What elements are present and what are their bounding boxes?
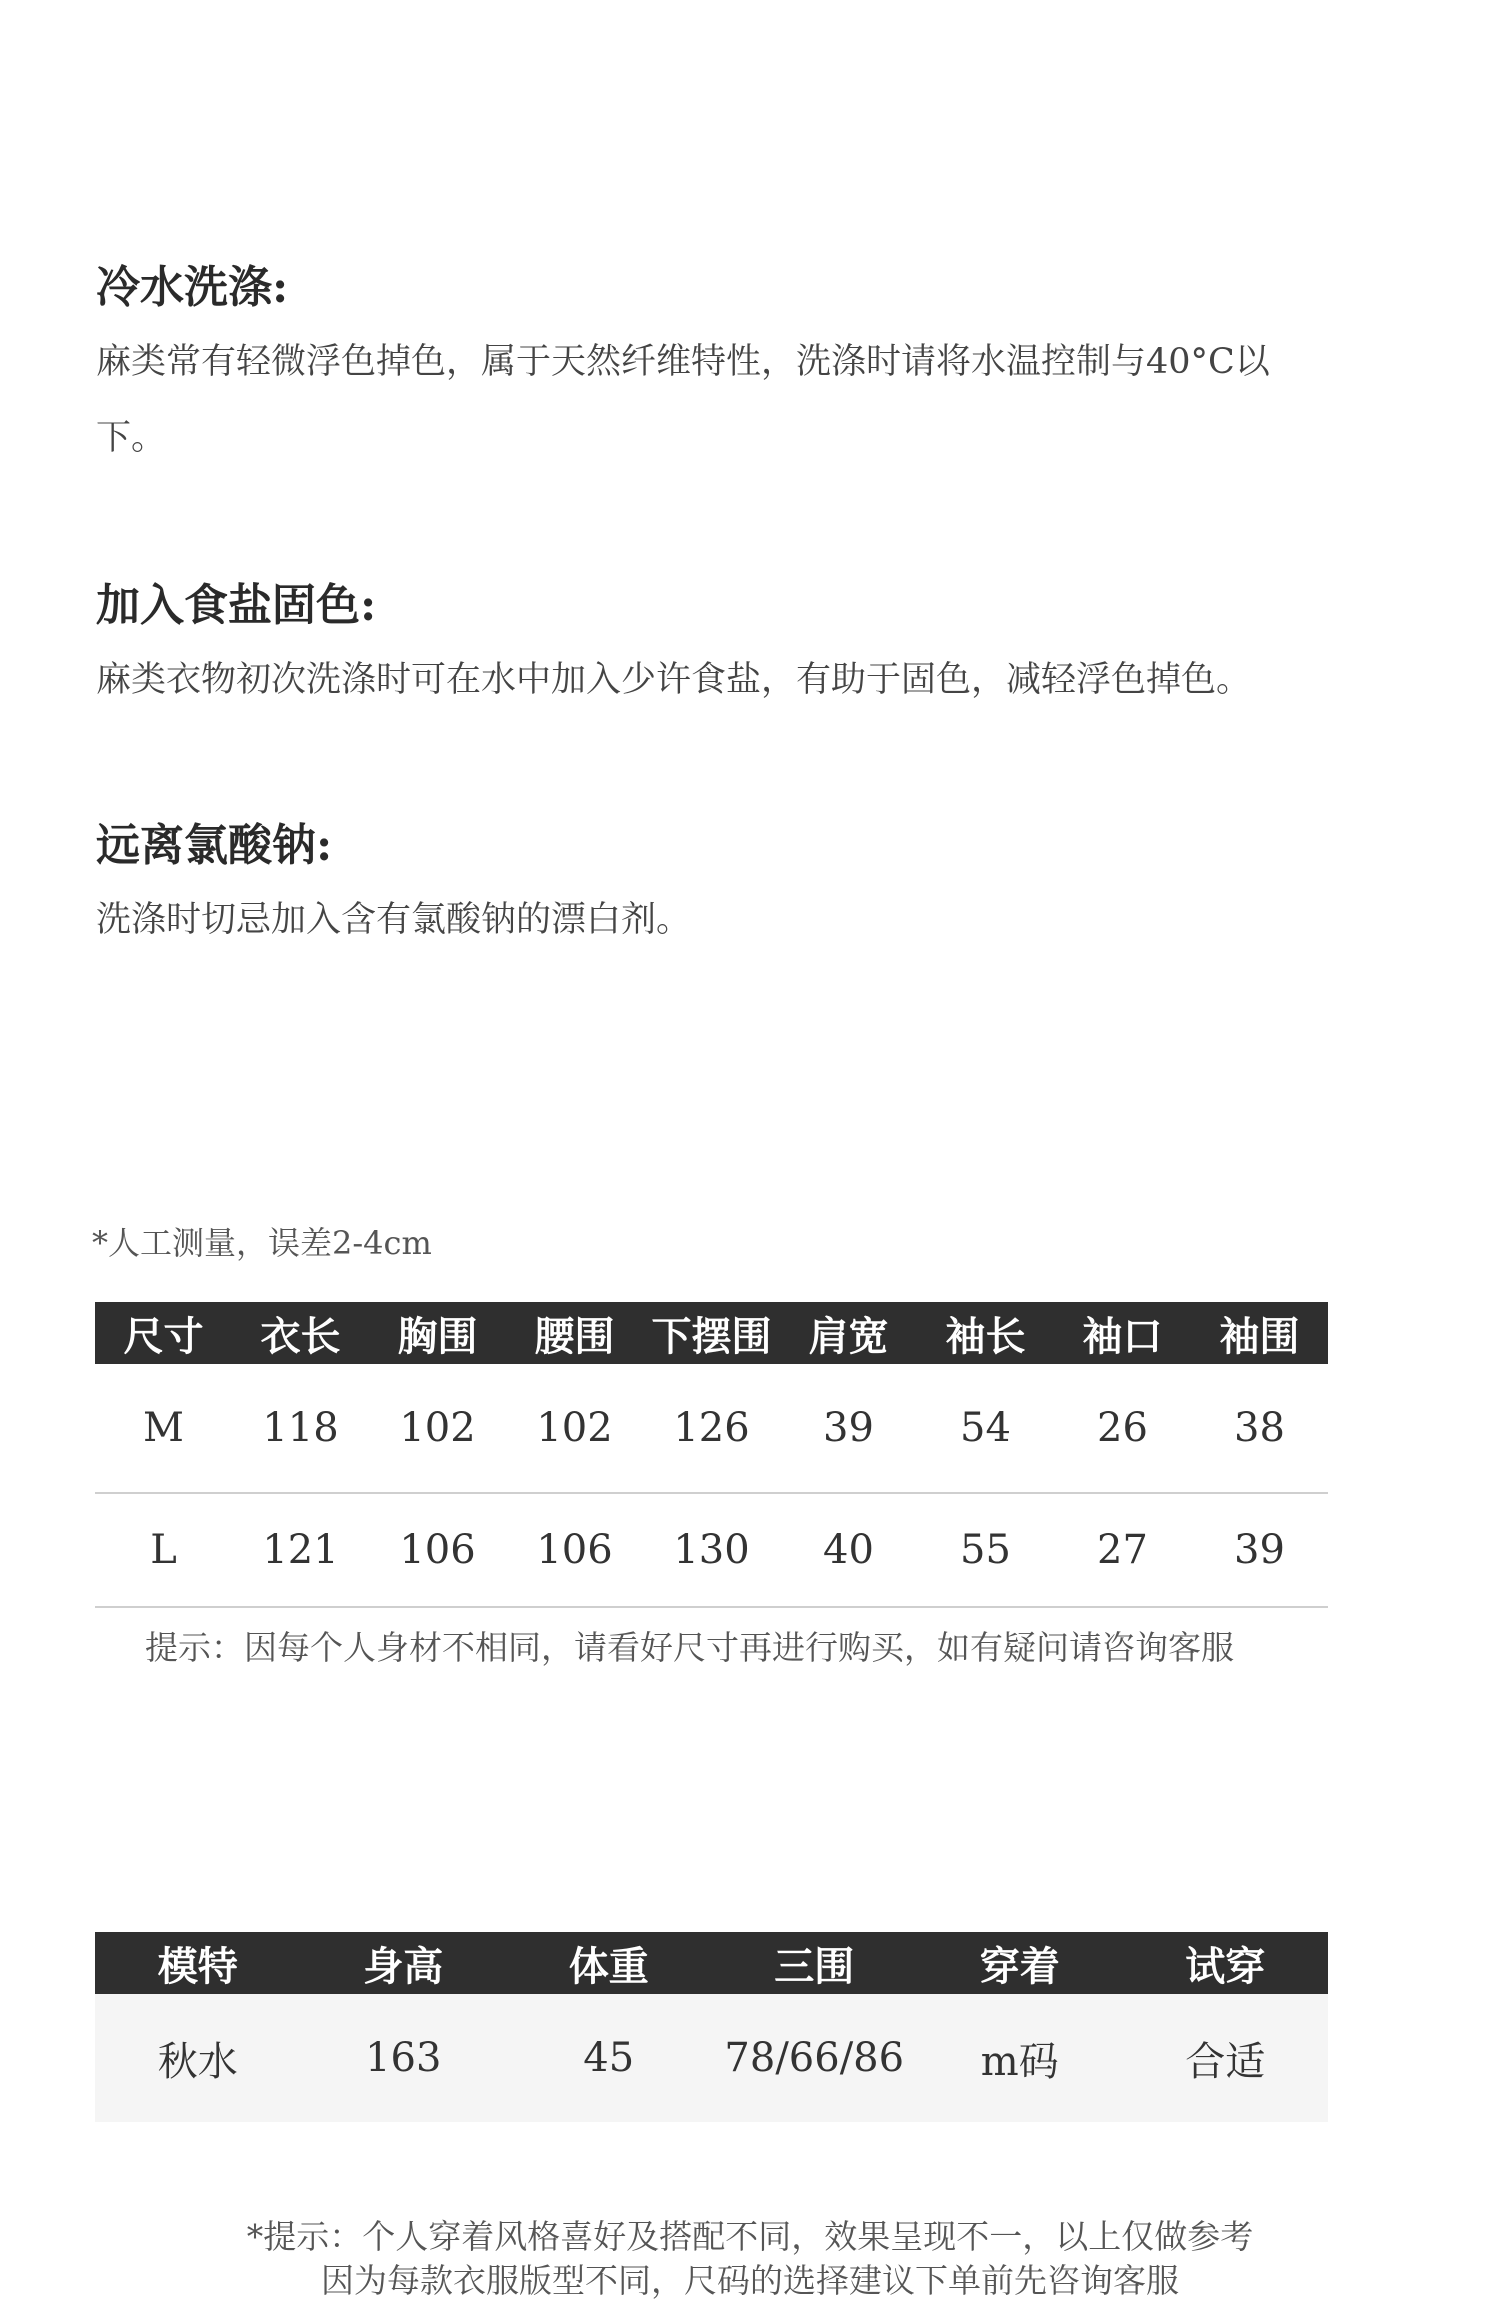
table-cell: 39	[1191, 1493, 1328, 1607]
table-cell: 102	[506, 1364, 643, 1493]
table-cell: L	[95, 1493, 232, 1607]
header-cell: 三围	[774, 1942, 855, 1990]
care-title: 冷水洗涤:	[96, 262, 289, 313]
table-cell: 39	[780, 1364, 917, 1493]
header-cell: 腰围	[534, 1312, 615, 1360]
care-section-bleach	[96, 816, 1336, 958]
table-cell: 秋水	[95, 1994, 301, 2122]
header-cell: 体重	[568, 1942, 649, 1990]
care-body: 麻类常有轻微浮色掉色，属于天然纤维特性，洗涤时请将水温控制与40°C以下。	[96, 342, 1270, 458]
table-cell: 38	[1191, 1364, 1328, 1493]
header-cell: 袖口	[1082, 1312, 1163, 1360]
table-cell: 106	[506, 1493, 643, 1607]
table-cell: 40	[780, 1493, 917, 1607]
measurement-note: *人工测量，误差2-4cm	[92, 1224, 432, 1262]
table-cell: 78/66/86	[712, 1994, 918, 2122]
header-cell: 试穿	[1185, 1942, 1266, 1990]
table-cell: 163	[301, 1994, 507, 2122]
header-cell: 胸围	[397, 1312, 478, 1360]
bottom-tip	[0, 2215, 1500, 2303]
table-cell: 26	[1054, 1364, 1191, 1493]
header-cell: 袖围	[1219, 1312, 1300, 1360]
model-table	[95, 1932, 1328, 2122]
table-row	[95, 1493, 1328, 1607]
header-cell: 穿着	[979, 1942, 1060, 1990]
care-title: 加入食盐固色:	[96, 580, 377, 631]
table-row	[95, 1364, 1328, 1493]
care-body: 麻类衣物初次洗涤时可在水中加入少许食盐，有助于固色，减轻浮色掉色。	[96, 660, 1252, 700]
table-cell: m码	[917, 1994, 1123, 2122]
table-cell: 合适	[1123, 1994, 1329, 2122]
bottom-tip-line: *提示：个人穿着风格喜好及搭配不同，效果呈现不一，以上仅做参考	[246, 2217, 1254, 2256]
size-tip: 提示：因每个人身材不相同，请看好尺寸再进行购买，如有疑问请咨询客服	[145, 1628, 1234, 1667]
table-cell: 54	[917, 1364, 1054, 1493]
header-cell: 模特	[157, 1942, 238, 1990]
table-cell: 27	[1054, 1493, 1191, 1607]
table-cell: 55	[917, 1493, 1054, 1607]
header-cell: 下摆围	[651, 1312, 772, 1360]
care-section-cold-wash	[96, 258, 1336, 476]
size-table-header	[95, 1302, 1328, 1364]
model-table-header	[95, 1932, 1328, 1994]
table-cell: 106	[369, 1493, 506, 1607]
header-cell: 尺寸	[123, 1312, 204, 1360]
table-row	[95, 1994, 1328, 2122]
table-cell: 121	[232, 1493, 369, 1607]
table-cell: 102	[369, 1364, 506, 1493]
care-section-salt	[96, 576, 1336, 718]
bottom-tip-line: 因为每款衣服版型不同，尺码的选择建议下单前先咨询客服	[321, 2261, 1179, 2300]
header-cell: 衣长	[260, 1312, 341, 1360]
table-cell: 45	[506, 1994, 712, 2122]
table-cell: 130	[643, 1493, 780, 1607]
care-title: 远离氯酸钠:	[96, 820, 333, 871]
care-body: 洗涤时切忌加入含有氯酸钠的漂白剂。	[96, 900, 692, 940]
table-cell: 118	[232, 1364, 369, 1493]
header-cell: 身高	[363, 1942, 444, 1990]
size-table	[95, 1302, 1328, 1608]
header-cell: 肩宽	[808, 1312, 889, 1360]
header-cell: 袖长	[945, 1312, 1026, 1360]
table-cell: 126	[643, 1364, 780, 1493]
table-cell: M	[95, 1364, 232, 1493]
